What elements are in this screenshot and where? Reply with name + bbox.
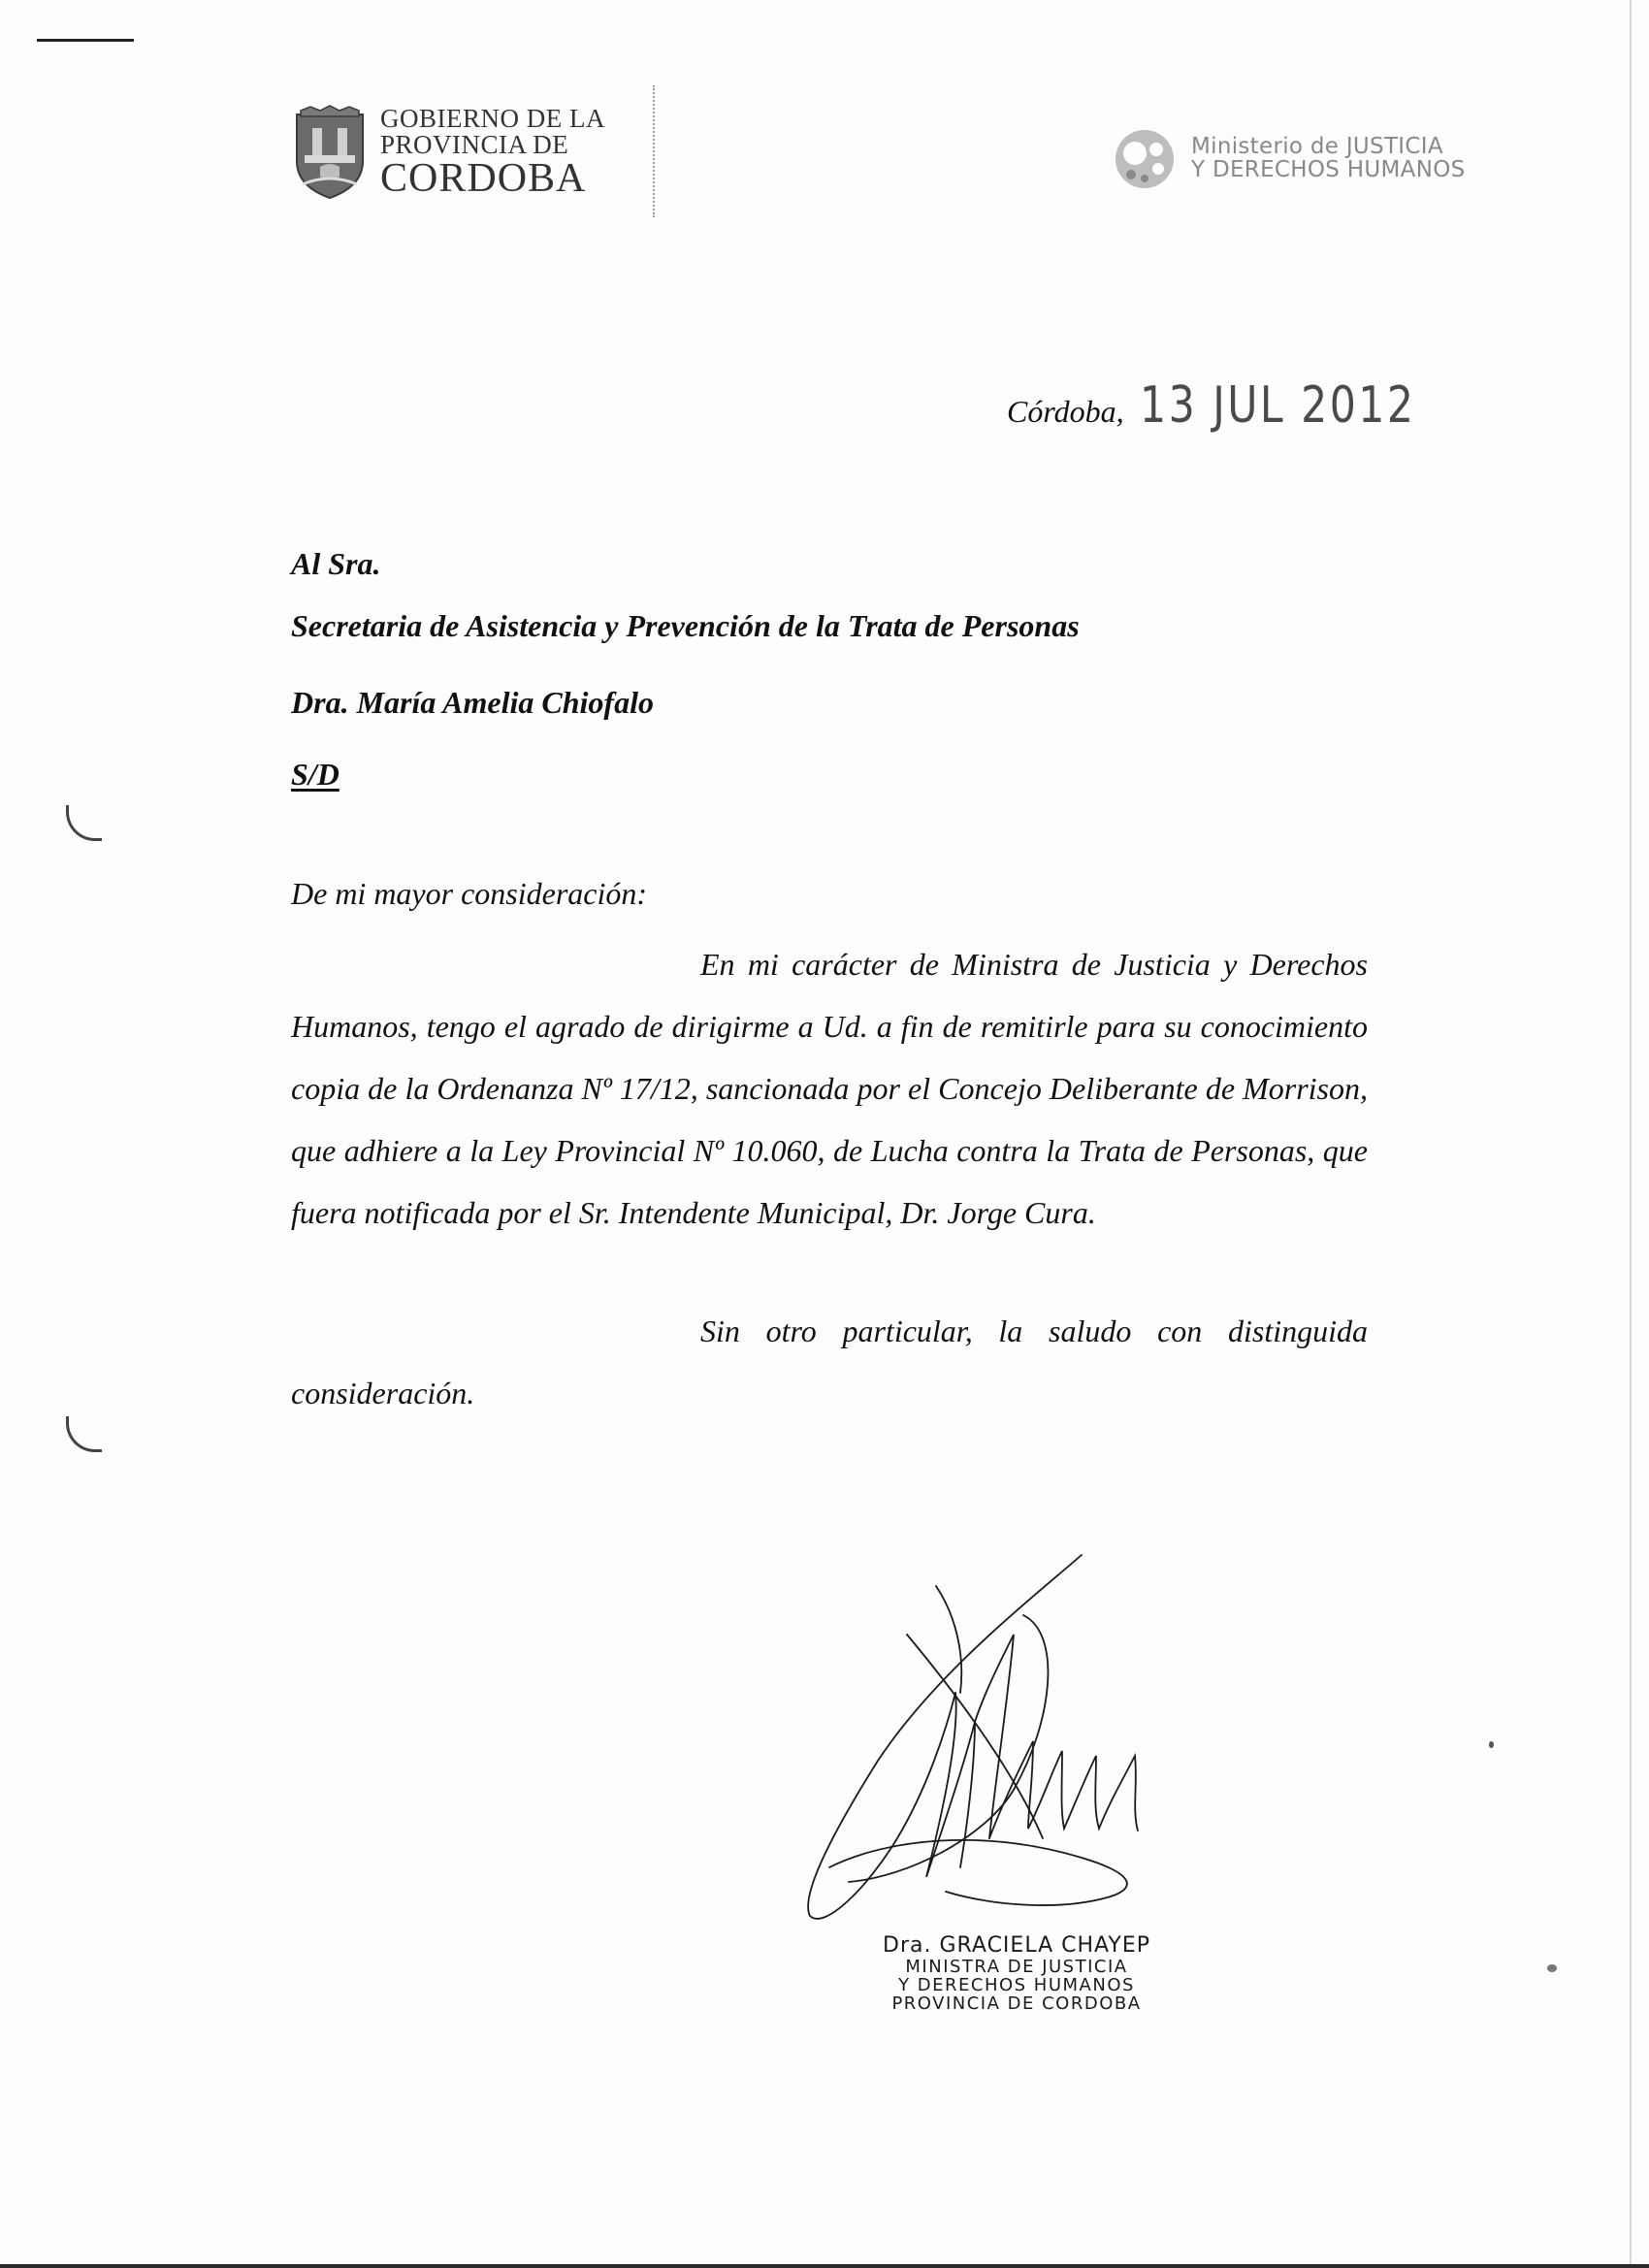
- date-place: Córdoba,: [1007, 394, 1124, 429]
- ministry-logo-line2: Y DERECHOS HUMANOS: [1191, 157, 1466, 182]
- scan-artifact-dash: [37, 39, 134, 42]
- gov-logo-line1: GOBIERNO DE LA: [380, 104, 605, 133]
- scan-speck: [1489, 1741, 1494, 1748]
- gov-logo-line3: CORDOBA: [380, 156, 587, 201]
- date-line: [1007, 376, 1476, 435]
- recipient-office: Secretaria de Asistencia y Prevención de la Trata de Personas: [291, 608, 1080, 643]
- government-logo: [291, 105, 605, 200]
- provincial-shield-icon: [291, 105, 369, 200]
- date-stamp: 13 JUL 2012: [1139, 376, 1416, 435]
- letter-salutation: De mi mayor consideración:: [291, 876, 648, 911]
- signature-block: [871, 1934, 1162, 2014]
- scan-edge-right: [1630, 0, 1632, 2268]
- gov-logo-line2: PROVINCIA DE: [380, 130, 569, 159]
- recipient-name: Dra. María Amelia Chiofalo: [291, 685, 654, 720]
- punch-hole-mark-bottom: [66, 1416, 102, 1452]
- scan-edge-bottom: [0, 2264, 1649, 2268]
- scan-speck: [1547, 1964, 1557, 1972]
- signatory-title-1: MINISTRA DE JUSTICIA: [905, 1957, 1128, 1978]
- signatory-name: Dra. GRACIELA CHAYEP: [883, 1933, 1150, 1958]
- handwritten-signature: [791, 1547, 1198, 1958]
- signatory-title-3: PROVINCIA DE CORDOBA: [891, 1993, 1142, 2014]
- letter-body: En mi carácter de Ministra de Justicia y Derechos Humanos, tengo el agrado de dirigirme a Ud. a fin de remitirle para su conocimiento copia de la Ordenanza Nº 17/12, sancionada por el Concejo Deliberante de Morrison, que adhiere a la Ley Provincial Nº 10.060, de Lucha contra la Trata de Personas, que fuera notificada por el Sr. Intendente Municipal, Dr. Jorge Cura.: [291, 947, 1368, 1230]
- recipient-sd: S/D: [291, 757, 340, 792]
- ministry-logo-line1: Ministerio de JUSTICIA: [1191, 133, 1443, 159]
- punch-hole-mark-top: [66, 805, 102, 841]
- signatory-title-2: Y DERECHOS HUMANOS: [898, 1974, 1135, 1995]
- letter-closing: Sin otro particular, la saludo con distinguida consideración.: [291, 1313, 1368, 1410]
- ministry-logo: [1106, 124, 1466, 192]
- recipient-salutation: Al Sra.: [291, 546, 381, 581]
- ministry-emblem-icon: [1106, 124, 1183, 192]
- header-divider: [653, 85, 655, 217]
